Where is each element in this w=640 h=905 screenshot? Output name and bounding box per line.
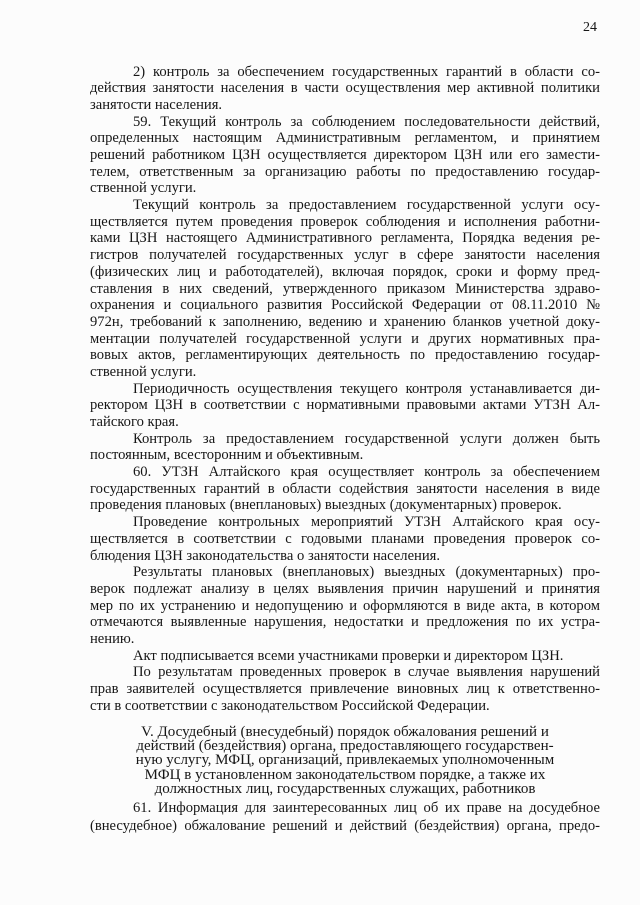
page-number: 24 — [583, 20, 597, 35]
text-line: отмечаются выявленные нарушения, недостатки и предложения по их устра- — [90, 614, 600, 631]
text-line: 60. УТЗН Алтайского края осуществляет контроль за обеспечением — [133, 464, 600, 481]
text-line: блюдения ЦЗН законодательства о занятости населения. — [90, 547, 441, 564]
paragraph — [90, 114, 600, 197]
paragraph — [90, 197, 600, 381]
text-line: действия занятости населения в части осуществления мер активной политики — [90, 80, 600, 97]
text-line: ственной услуги. — [90, 180, 197, 197]
text-line: занятости населения. — [90, 96, 223, 113]
text-line: 2) контроль за обеспечением государственных гарантий в области со- — [133, 63, 600, 80]
text-line: мер по их устранению и недопущению и оформляются в виде акта, в котором — [90, 597, 600, 614]
text-line: телем, ответственным за организацию работы по предоставлению государ- — [90, 163, 600, 180]
text-line: 61. Информация для заинтересованных лиц об их праве на досудебное — [133, 800, 600, 816]
paragraph — [90, 648, 600, 665]
text-line: прав заявителей осуществляется привлечение виновных лиц к ответственно- — [90, 681, 600, 698]
text-line: Контроль за предоставлением государственной услуги должен быть — [133, 430, 600, 447]
section-heading-line: должностных лиц, государственных служащих, работников — [154, 780, 536, 797]
text-line: решений работником ЦЗН осуществляется директором ЦЗН или его замести- — [90, 147, 600, 164]
text-line: ками ЦЗН настоящего Административного регламента, Порядка ведения ре- — [90, 230, 600, 247]
text-line: ственной услуги. — [90, 363, 197, 380]
text-line: государственных гарантий в области содействия занятости населения в виде — [90, 480, 600, 497]
text-line: постоянным, всесторонним и объективным. — [90, 447, 364, 464]
paragraph — [90, 431, 600, 464]
text-line: ректором ЦЗН в соответствии с нормативными правовыми актами УТЗН Ал- — [90, 397, 600, 414]
paragraph — [90, 664, 600, 714]
text-line: ставления в них сведений, утвержденного приказом Министерства здраво- — [90, 280, 600, 297]
text-line: По результатам проведенных проверок в случае выявления нарушений — [133, 664, 600, 681]
paragraph — [90, 64, 600, 114]
text-line: 972н, требований к заполнению, ведению и хранению бланков учетной доку- — [90, 313, 600, 330]
text-line: определенных настоящим Административным регламентом, и принятием — [90, 130, 600, 147]
text-line: ществляется в соответствии с годовыми планами проведения проверок со- — [90, 530, 600, 547]
text-line: охранения и социального развития Российской Федерации от 08.11.2010 № — [90, 297, 600, 314]
section-heading-line: V. Досудебный (внесудебный) порядок обжалования решений и — [141, 723, 549, 740]
text-line: вовых актов, регламентирующих деятельность по предоставлению государ- — [90, 347, 600, 364]
text-line: ществляется путем проведения проверок соблюдения и исполнения работни- — [90, 213, 600, 230]
text-line: Проведение контрольных мероприятий УТЗН Алтайского края осу- — [133, 514, 600, 531]
text-line: верок подлежат анализу в целях выявления причин нарушений и принятия — [90, 580, 600, 597]
text-line: ментации получателей государственной услуги и других нормативных пра- — [90, 330, 600, 347]
paragraph — [90, 464, 600, 514]
section-heading-line: действий (бездействия) органа, предоставляющего государствен- — [136, 738, 554, 755]
closing-paragraph — [90, 799, 600, 835]
paragraph — [90, 381, 600, 431]
paragraph — [90, 514, 600, 564]
text-line: тайского края. — [90, 414, 179, 431]
section-heading — [90, 725, 600, 796]
text-line: Текущий контроль за предоставлением государственной услуги осу- — [133, 197, 600, 214]
text-line: Результаты плановых (внеплановых) выездных (документарных) про- — [133, 564, 600, 581]
text-line: 59. Текущий контроль за соблюдением последовательности действий, — [133, 113, 600, 130]
paragraph — [90, 564, 600, 647]
text-line: нению. — [90, 630, 135, 647]
text-line: гистров получателей государственных услуг в сфере занятости населения — [90, 247, 600, 264]
body-text — [90, 64, 600, 715]
text-line: Акт подписывается всеми участниками проверки и директором ЦЗН. — [133, 647, 564, 664]
section-heading-line: МФЦ в установленном законодательством порядке, а также их — [144, 766, 546, 783]
text-line: Периодичность осуществления текущего контроля устанавливается ди- — [133, 380, 600, 397]
section-heading-line: ную услугу, МФЦ, организаций, привлекаемых уполномоченным — [135, 752, 555, 769]
text-line: проведения плановых (внеплановых) выездных (документарных) проверок. — [90, 497, 562, 514]
text-line: (внесудебное) обжалование решений и действий (бездействия) органа, предо- — [90, 818, 600, 834]
text-line: (физических лиц и работодателей), включая порядок, сроки и форму пред- — [90, 263, 600, 280]
text-line: сти в соответствии с законодательством Российской Федерации. — [90, 697, 490, 714]
